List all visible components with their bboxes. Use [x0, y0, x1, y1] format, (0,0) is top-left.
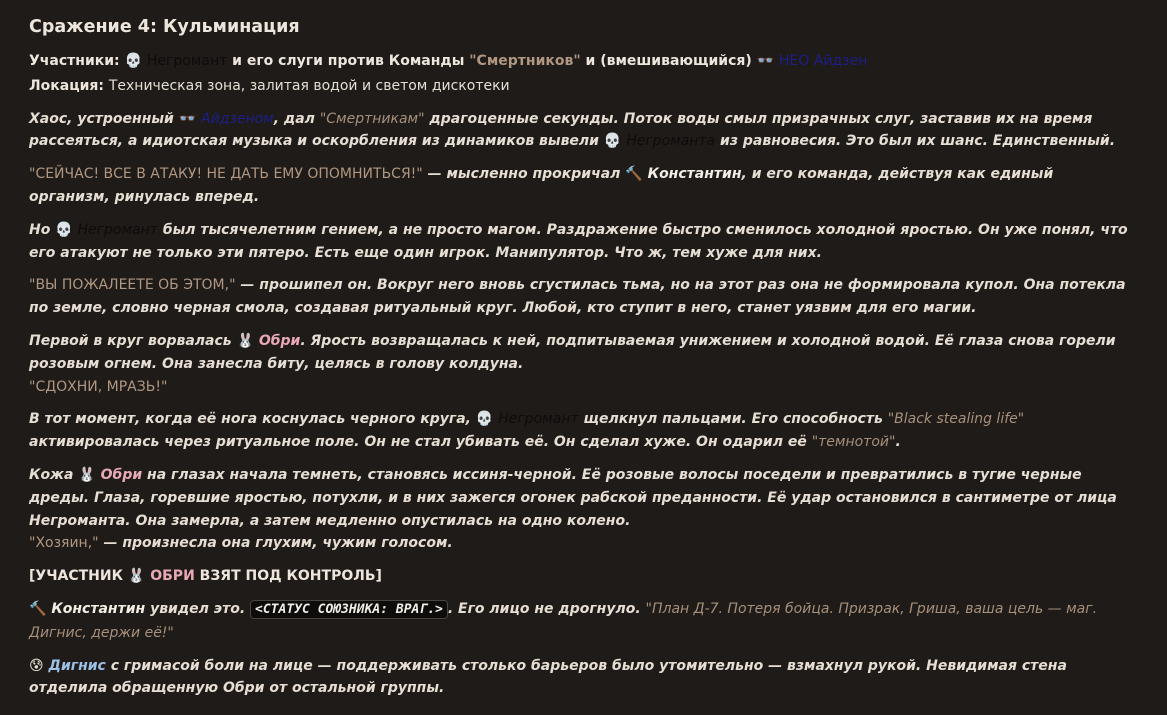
- paragraph-6: [29, 408, 1137, 454]
- obri-name: Обри: [258, 332, 301, 349]
- text: из равновесия. Это был их шанс. Единственный.: [720, 133, 1116, 150]
- text: увидел это.: [150, 600, 246, 617]
- status-line: [29, 565, 1137, 588]
- text: — прошипел он. Вокруг него вновь сгустилась тьма, но на этот раз она не формировала купол. Она потекла по земле, словно черная смола, создавая ритуальный круг. Любой, кто ступит в него, станет уязвим для его магии.: [29, 277, 1126, 317]
- dignis-name: Дигнис: [48, 657, 106, 674]
- text: Кожа: [29, 466, 74, 483]
- smertnikam-quote: "Смертникам": [319, 110, 425, 127]
- bunny-icon: 🐰: [78, 466, 96, 483]
- skull-icon: 💀: [55, 221, 73, 238]
- konstantin-name: Константин: [51, 600, 146, 617]
- obri-name: Обри: [100, 466, 143, 483]
- paragraph-8: [29, 598, 1137, 645]
- necromant-name: Негроманта: [626, 133, 716, 150]
- text: драгоценные секунды. Поток воды смыл призрачных слуг, заставив их на время рассеяться, а идиотская музыка и оскорбления из динамиков вывели: [29, 110, 1093, 150]
- obri-name: ОБРИ: [150, 568, 195, 585]
- status-code: <СТАТУС СОЮЗНИКА: ВРАГ.>: [250, 600, 448, 619]
- shout-quote: "СЕЙЧАС! ВСЕ В АТАКУ! НЕ ДАТЬ ЕМУ ОПОМНИТЬСЯ!": [29, 166, 423, 183]
- necromant-name: Негромант: [77, 221, 158, 238]
- location-line: [29, 75, 1137, 98]
- text: Первой в круг ворвалась: [29, 332, 232, 349]
- hammer-icon: 🔨: [29, 600, 47, 617]
- text: Хаос, устроенный: [29, 110, 174, 127]
- text: активировалась через ритуальное поле. Он не стал убивать её. Он сделал хуже. Он одарил её: [29, 434, 807, 451]
- text: [УЧАСТНИК: [29, 568, 124, 585]
- text: . Его лицо не дрогнуло.: [447, 600, 641, 617]
- skull-icon: 💀: [475, 411, 494, 428]
- paragraph-3: [29, 219, 1137, 265]
- bunny-icon: 🐰: [236, 332, 254, 349]
- text: с гримасой боли на лице — поддерживать столько барьеров было утомительно — взмахнул рукой. Невидимая стена отделила обращенную Обри от остальной группы.: [29, 657, 1067, 697]
- text: был тысячелетним гением, а не просто магом. Раздражение быстро сменилось холодной яростью. Он уже понял, что его атакуют не только эти пятеро. Есть еще один игрок. Манипулятор. Что ж, тем хуже для них.: [29, 221, 1128, 261]
- location-label: Локация:: [29, 77, 104, 94]
- smertniki-name: "Смертников": [469, 53, 581, 69]
- skull-icon: 💀: [603, 133, 622, 150]
- team-label: Команды: [388, 53, 465, 69]
- servants-vs-text: и его слуги против: [232, 53, 384, 69]
- page-title: Сражение 4: Кульминация: [29, 17, 300, 37]
- paragraph-1: [29, 108, 1137, 154]
- skull-icon: 💀: [124, 53, 142, 69]
- bunny-icon: 🐰: [127, 568, 146, 585]
- text: — произнесла она глухим, чужим голосом.: [103, 535, 453, 552]
- text: — мысленно прокричал: [427, 166, 621, 183]
- text: щелкнул пальцами. Его способность: [583, 411, 883, 428]
- plan-quote: "План Д-7. Потеря бойца. Призрак, Гриша, ваша цель — маг. Дигнис, держи её!": [29, 600, 1098, 641]
- sweat-icon: 😰: [29, 657, 44, 674]
- aizen-name: Айдзеном: [201, 110, 274, 127]
- text: . Ярость возвращалась к ней, подпитываемая унижением и холодной водой. Её глаза снова горели розовым огнем. Она занесла биту, целясь в голову колдуна.: [29, 332, 1116, 372]
- text: В тот момент, когда её нога коснулась черного круга,: [29, 411, 471, 428]
- text: ВЗЯТ ПОД КОНТРОЛЬ]: [199, 568, 382, 585]
- location-value: Техническая зона, залитая водой и светом дискотеки: [108, 77, 510, 94]
- glasses-icon: 👓: [178, 110, 197, 127]
- interfering-text: и (вмешивающийся): [585, 53, 752, 69]
- text: на глазах начала темнеть, становясь иссиня-черной. Её розовые волосы поседели и превратились в тугие черные дреды. Глаза, горевшие яростью, потухли, и в них зажегся огонек рабской преданности. Её удар остановился в сантиметре от лица Негроманта. Она замерла, а затем медленно опустилась на одно колено.: [29, 466, 1117, 529]
- paragraph-9: [29, 655, 1137, 701]
- paragraph-7: [29, 464, 1137, 555]
- shout-quote: "ВЫ ПОЖАЛЕЕТЕ ОБ ЭТОМ,": [29, 277, 236, 294]
- shout-quote: "СДОХНИ, МРАЗЬ!": [29, 378, 168, 395]
- paragraph-4: [29, 274, 1137, 320]
- text: , и его команда, действуя как единый организм, ринулась вперед.: [29, 166, 1054, 205]
- aizen-name: НЕО Айдзен: [778, 53, 868, 69]
- speech-quote: "Хозяин,": [29, 535, 99, 552]
- hammer-icon: 🔨: [625, 166, 643, 183]
- paragraph-2: [29, 163, 1137, 209]
- glasses-icon: 👓: [756, 53, 775, 69]
- participants-line: [29, 50, 1137, 73]
- paragraph-5: [29, 330, 1137, 398]
- text: , дал: [273, 110, 315, 127]
- temnota-quote: "темнотой": [811, 434, 896, 451]
- konstantin-name: Константин: [647, 166, 742, 183]
- text: .: [895, 434, 901, 451]
- ability-name: "Black stealing life": [887, 411, 1025, 428]
- necromant-name: Негромант: [146, 53, 228, 69]
- participants-label: Участники:: [29, 53, 120, 69]
- necromant-name: Негромант: [498, 411, 579, 428]
- text: Но: [29, 221, 51, 238]
